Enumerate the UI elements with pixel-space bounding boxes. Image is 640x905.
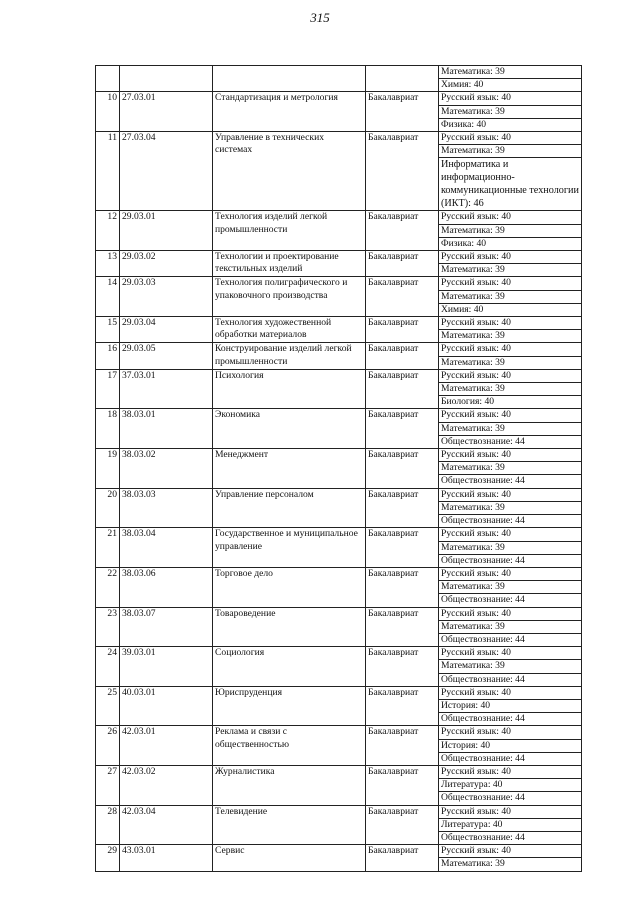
subject-cell: Обществознание: 44 xyxy=(439,673,582,686)
education-level: Бакалавриат xyxy=(366,567,439,607)
program-code: 38.03.04 xyxy=(120,528,213,568)
table-row xyxy=(96,765,582,778)
education-level: Бакалавриат xyxy=(366,277,439,317)
subject-cell: Химия: 40 xyxy=(439,303,582,316)
subject-cell: Математика: 39 xyxy=(439,660,582,673)
row-number: 25 xyxy=(96,686,120,726)
subject-cell: Русский язык: 40 xyxy=(439,449,582,462)
subject-cell: Обществознание: 44 xyxy=(439,435,582,448)
table-row xyxy=(96,251,582,264)
education-level: Бакалавриат xyxy=(366,211,439,251)
table-row xyxy=(96,277,582,290)
education-level: Бакалавриат xyxy=(366,251,439,277)
row-number: 17 xyxy=(96,369,120,409)
row-number: 19 xyxy=(96,449,120,489)
subject-cell: Математика: 39 xyxy=(439,422,582,435)
education-level: Бакалавриат xyxy=(366,317,439,343)
row-number: 16 xyxy=(96,343,120,369)
program-name: Стандартизация и метрология xyxy=(213,92,366,132)
education-level: Бакалавриат xyxy=(366,686,439,726)
subject-cell: Русский язык: 40 xyxy=(439,317,582,330)
subject-cell: Русский язык: 40 xyxy=(439,726,582,739)
subject-cell: Обществознание: 44 xyxy=(439,515,582,528)
program-code: 38.03.07 xyxy=(120,607,213,647)
education-level: Бакалавриат xyxy=(366,765,439,805)
education-level: Бакалавриат xyxy=(366,132,439,211)
program-name: Технологии и проектирование текстильных изделий xyxy=(213,251,366,277)
table-row xyxy=(96,845,582,858)
program-code: 42.03.02 xyxy=(120,765,213,805)
table-row xyxy=(96,528,582,541)
subject-cell: Русский язык: 40 xyxy=(439,211,582,224)
table-row xyxy=(96,132,582,145)
program-name: Управление персоналом xyxy=(213,488,366,528)
subject-cell: Обществознание: 44 xyxy=(439,475,582,488)
education-level: Бакалавриат xyxy=(366,449,439,489)
subject-cell: Математика: 39 xyxy=(439,858,582,871)
education-level: Бакалавриат xyxy=(366,92,439,132)
empty-cell xyxy=(366,66,439,92)
row-number: 26 xyxy=(96,726,120,766)
education-level: Бакалавриат xyxy=(366,409,439,449)
education-level: Бакалавриат xyxy=(366,528,439,568)
row-number: 15 xyxy=(96,317,120,343)
education-level: Бакалавриат xyxy=(366,343,439,369)
program-name: Социология xyxy=(213,647,366,687)
row-number: 14 xyxy=(96,277,120,317)
program-code: 38.03.06 xyxy=(120,567,213,607)
program-name: Технология полиграфического и упаковочного производства xyxy=(213,277,366,317)
subject-cell: Физика: 40 xyxy=(439,237,582,250)
program-code: 29.03.04 xyxy=(120,317,213,343)
table-row xyxy=(96,686,582,699)
table-row xyxy=(96,317,582,330)
education-level: Бакалавриат xyxy=(366,607,439,647)
subject-cell: Математика: 39 xyxy=(439,581,582,594)
subject-cell: Информатика и информационно-коммуникационные технологии (ИКТ): 46 xyxy=(439,158,582,211)
program-code: 27.03.01 xyxy=(120,92,213,132)
row-number: 11 xyxy=(96,132,120,211)
subject-cell: Обществознание: 44 xyxy=(439,554,582,567)
subject-cell: Обществознание: 44 xyxy=(439,831,582,844)
empty-cell xyxy=(120,66,213,92)
row-number: 12 xyxy=(96,211,120,251)
row-number: 23 xyxy=(96,607,120,647)
subject-cell: Русский язык: 40 xyxy=(439,132,582,145)
subject-cell: Биология: 40 xyxy=(439,396,582,409)
table-row xyxy=(96,726,582,739)
subject-cell: Математика: 39 xyxy=(439,224,582,237)
table-row xyxy=(96,488,582,501)
subject-cell: Математика: 39 xyxy=(439,620,582,633)
table-row xyxy=(96,369,582,382)
subject-cell: Химия: 40 xyxy=(439,79,582,92)
row-number: 10 xyxy=(96,92,120,132)
empty-cell xyxy=(96,66,120,92)
row-number: 20 xyxy=(96,488,120,528)
program-name: Экономика xyxy=(213,409,366,449)
row-number: 18 xyxy=(96,409,120,449)
program-name: Психология xyxy=(213,369,366,409)
subject-cell: Математика: 39 xyxy=(439,264,582,277)
row-number: 28 xyxy=(96,805,120,845)
empty-cell xyxy=(213,66,366,92)
table-row xyxy=(96,607,582,620)
subject-cell: Русский язык: 40 xyxy=(439,251,582,264)
program-code: 29.03.01 xyxy=(120,211,213,251)
row-number: 22 xyxy=(96,567,120,607)
program-name: Юриспруденция xyxy=(213,686,366,726)
subject-cell: Русский язык: 40 xyxy=(439,765,582,778)
program-name: Технология изделий легкой промышленности xyxy=(213,211,366,251)
page-number: 315 xyxy=(310,10,330,25)
program-code: 29.03.02 xyxy=(120,251,213,277)
row-number: 29 xyxy=(96,845,120,871)
program-name: Сервис xyxy=(213,845,366,871)
admission-table-body xyxy=(96,66,582,872)
program-code: 27.03.04 xyxy=(120,132,213,211)
education-level: Бакалавриат xyxy=(366,488,439,528)
subject-cell: Обществознание: 44 xyxy=(439,713,582,726)
program-code: 39.03.01 xyxy=(120,647,213,687)
subject-cell: Обществознание: 44 xyxy=(439,792,582,805)
subject-cell: Математика: 39 xyxy=(439,330,582,343)
table-row xyxy=(96,211,582,224)
subject-cell: История: 40 xyxy=(439,699,582,712)
subject-cell: Математика: 39 xyxy=(439,541,582,554)
subject-cell: Математика: 39 xyxy=(439,462,582,475)
program-name: Менеджмент xyxy=(213,449,366,489)
subject-cell: Обществознание: 44 xyxy=(439,594,582,607)
subject-cell: Математика: 39 xyxy=(439,105,582,118)
table-row xyxy=(96,343,582,356)
table-row xyxy=(96,92,582,105)
subject-cell: Русский язык: 40 xyxy=(439,528,582,541)
program-code: 38.03.01 xyxy=(120,409,213,449)
subject-cell: Русский язык: 40 xyxy=(439,343,582,356)
table-row xyxy=(96,449,582,462)
program-code: 40.03.01 xyxy=(120,686,213,726)
education-level: Бакалавриат xyxy=(366,805,439,845)
program-name: Журналистика xyxy=(213,765,366,805)
subject-cell: Русский язык: 40 xyxy=(439,92,582,105)
row-number: 13 xyxy=(96,251,120,277)
subject-cell: Обществознание: 44 xyxy=(439,633,582,646)
subject-cell: Математика: 39 xyxy=(439,66,582,79)
subject-cell: Русский язык: 40 xyxy=(439,845,582,858)
subject-cell: Русский язык: 40 xyxy=(439,277,582,290)
subject-cell: Русский язык: 40 xyxy=(439,409,582,422)
program-name: Реклама и связи с общественностью xyxy=(213,726,366,766)
program-code: 37.03.01 xyxy=(120,369,213,409)
subject-cell: Литература: 40 xyxy=(439,818,582,831)
subject-cell: Математика: 39 xyxy=(439,356,582,369)
program-name: Товароведение xyxy=(213,607,366,647)
table-row xyxy=(96,409,582,422)
subject-cell: Русский язык: 40 xyxy=(439,567,582,580)
program-code: 38.03.02 xyxy=(120,449,213,489)
subject-cell: Русский язык: 40 xyxy=(439,686,582,699)
subject-cell: Литература: 40 xyxy=(439,779,582,792)
program-name: Технология художественной обработки материалов xyxy=(213,317,366,343)
education-level: Бакалавриат xyxy=(366,647,439,687)
subject-cell: Математика: 39 xyxy=(439,383,582,396)
education-level: Бакалавриат xyxy=(366,369,439,409)
subject-cell: Русский язык: 40 xyxy=(439,488,582,501)
table-row xyxy=(96,805,582,818)
subject-cell: Русский язык: 40 xyxy=(439,369,582,382)
education-level: Бакалавриат xyxy=(366,726,439,766)
program-name: Торговое дело xyxy=(213,567,366,607)
subject-cell: Математика: 39 xyxy=(439,501,582,514)
program-name: Управление в технических системах xyxy=(213,132,366,211)
row-number: 21 xyxy=(96,528,120,568)
subject-cell: Математика: 39 xyxy=(439,290,582,303)
subject-cell: Русский язык: 40 xyxy=(439,607,582,620)
program-name: Конструирование изделий легкой промышленности xyxy=(213,343,366,369)
subject-cell: Физика: 40 xyxy=(439,118,582,131)
program-code: 29.03.03 xyxy=(120,277,213,317)
row-number: 27 xyxy=(96,765,120,805)
program-name: Телевидение xyxy=(213,805,366,845)
program-code: 43.03.01 xyxy=(120,845,213,871)
program-code: 38.03.03 xyxy=(120,488,213,528)
program-name: Государственное и муниципальное управление xyxy=(213,528,366,568)
admission-table xyxy=(95,65,582,872)
table-row xyxy=(96,567,582,580)
subject-cell: Русский язык: 40 xyxy=(439,647,582,660)
subject-cell: История: 40 xyxy=(439,739,582,752)
subject-cell: Математика: 39 xyxy=(439,145,582,158)
table-row-continued xyxy=(96,66,582,79)
subject-cell: Обществознание: 44 xyxy=(439,752,582,765)
row-number: 24 xyxy=(96,647,120,687)
education-level: Бакалавриат xyxy=(366,845,439,871)
program-code: 29.03.05 xyxy=(120,343,213,369)
program-code: 42.03.04 xyxy=(120,805,213,845)
subject-cell: Русский язык: 40 xyxy=(439,805,582,818)
program-code: 42.03.01 xyxy=(120,726,213,766)
table-row xyxy=(96,647,582,660)
